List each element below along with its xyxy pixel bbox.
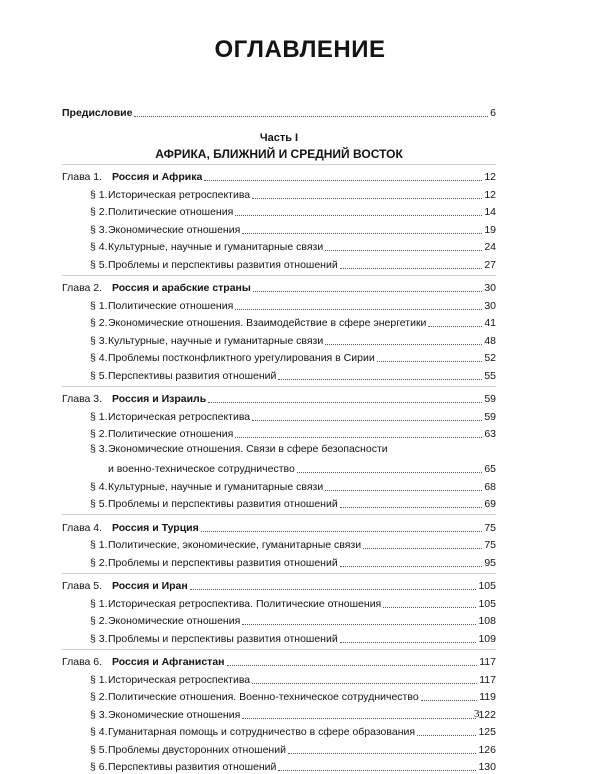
section-number: § 3. (90, 224, 108, 237)
section-page: 41 (484, 317, 496, 330)
dot-leader (340, 642, 477, 643)
section-entry[interactable] (62, 184, 496, 202)
section-entry[interactable] (62, 313, 496, 331)
section-lead (90, 498, 338, 511)
chapter-title: Россия и Афганистан (112, 656, 225, 668)
section-entry[interactable] (62, 757, 496, 774)
section-entry[interactable] (62, 459, 496, 477)
section-page: 69 (484, 498, 496, 511)
section-number: § 5. (90, 744, 108, 757)
section-title: Историческая ретроспектива. Политические отношения (108, 598, 381, 610)
section-page: 65 (484, 463, 496, 476)
section-lead (90, 241, 323, 254)
divider (62, 275, 496, 276)
section-page: 109 (478, 633, 496, 646)
section-page: 105 (478, 598, 496, 611)
section-number: § 4. (90, 352, 108, 365)
section-lead (90, 761, 276, 774)
section-number: § 4. (90, 241, 108, 254)
chapter-page: 59 (484, 393, 496, 406)
chapter-entry[interactable] (62, 652, 496, 670)
section-lead (90, 463, 295, 476)
section-title-continuation: и военно-техническое сотрудничество (108, 463, 295, 475)
section-title: Историческая ретроспектива (108, 189, 250, 201)
chapter-lead (62, 656, 225, 669)
section-lead (90, 557, 338, 570)
divider (62, 573, 496, 574)
section-page: 59 (484, 411, 496, 424)
section-page: 12 (484, 189, 496, 202)
section-title: Проблемы и перспективы развития отношений (108, 557, 338, 569)
section-lead (90, 224, 240, 237)
section-page: 19 (484, 224, 496, 237)
part-number: Часть I (62, 132, 496, 144)
dot-leader (134, 116, 488, 117)
section-title: Проблемы и перспективы развития отношений (108, 633, 338, 645)
chapter-lead (62, 393, 206, 406)
chapter-title: Россия и арабские страны (112, 282, 251, 294)
section-number: § 3. (90, 335, 108, 348)
section-title: Политические отношения (108, 206, 233, 218)
section-page: 27 (484, 259, 496, 272)
dot-leader (235, 215, 482, 216)
section-title: Экономические отношения (108, 615, 240, 627)
divider (62, 514, 496, 515)
section-title: Проблемы двусторонних отношений (108, 744, 286, 756)
divider (62, 649, 496, 650)
page-number: 3 (474, 708, 480, 720)
section-page: 52 (484, 352, 496, 365)
section-lead (90, 300, 233, 313)
section-entry[interactable] (62, 476, 496, 494)
section-number: § 1. (90, 598, 108, 611)
section-title: Культурные, научные и гуманитарные связи (108, 241, 323, 253)
section-page: 30 (484, 300, 496, 313)
section-lead (90, 674, 250, 687)
section-page: 122 (478, 709, 496, 722)
divider (62, 164, 496, 165)
section-number: § 2. (90, 615, 108, 628)
chapter-number: Глава 6. (62, 656, 112, 669)
dot-leader (235, 309, 482, 310)
dot-leader (377, 361, 483, 362)
section-number: § 1. (90, 189, 108, 202)
section-number: § 3. (90, 709, 108, 722)
section-page: 48 (484, 335, 496, 348)
dot-leader (227, 665, 478, 666)
chapter-number: Глава 1. (62, 171, 112, 184)
section-entry[interactable] (62, 669, 496, 687)
section-number: § 1. (90, 674, 108, 687)
section-title: Проблемы постконфликтного урегулирования в Сирии (108, 352, 375, 364)
preface-page: 6 (490, 107, 496, 120)
section-lead (90, 633, 338, 646)
dot-leader (242, 718, 476, 719)
section-page: 55 (484, 370, 496, 383)
section-entry[interactable] (62, 424, 496, 442)
preface-label: Предисловие (62, 107, 132, 120)
section-number: § 3. (90, 633, 108, 646)
section-lead (90, 428, 233, 441)
section-entry[interactable] (62, 254, 496, 272)
dot-leader (417, 735, 476, 736)
section-entry[interactable] (62, 593, 496, 611)
section-page: 68 (484, 481, 496, 494)
section-page: 126 (478, 744, 496, 757)
dot-leader (340, 268, 483, 269)
chapter-title: Россия и Турция (112, 522, 199, 534)
page-title: ОГЛАВЛЕНИЕ (0, 36, 600, 64)
section-title: Историческая ретроспектива (108, 411, 250, 423)
section-page: 130 (478, 761, 496, 774)
section-number: § 2. (90, 691, 108, 704)
chapter-page: 105 (478, 580, 496, 593)
section-entry[interactable] (62, 348, 496, 366)
section-entry[interactable] (62, 687, 496, 705)
section-number: § 1. (90, 539, 108, 552)
section-lead (90, 539, 361, 552)
section-entry[interactable] (62, 219, 496, 237)
preface-entry[interactable] (62, 102, 496, 120)
section-title: Культурные, научные и гуманитарные связи (108, 481, 323, 493)
section-lead (90, 481, 323, 494)
chapter-number: Глава 5. (62, 580, 112, 593)
section-title: Перспективы развития отношений (108, 370, 276, 382)
section-number: § 2. (90, 206, 108, 219)
section-entry[interactable] (62, 628, 496, 646)
section-title: Историческая ретроспектива (108, 674, 250, 686)
section-lead (90, 335, 323, 348)
section-title: Политические, экономические, гуманитарные связи (108, 539, 361, 551)
chapter-lead (62, 580, 188, 593)
chapter-number: Глава 2. (62, 282, 112, 295)
chapter-list (62, 164, 496, 774)
table-of-contents (62, 102, 496, 774)
dot-leader (340, 507, 483, 508)
section-page: 24 (484, 241, 496, 254)
chapter-page: 30 (484, 282, 496, 295)
section-page: 117 (479, 674, 496, 687)
section-title: Политические отношения (108, 428, 233, 440)
dot-leader (421, 700, 478, 701)
section-number: § 2. (90, 428, 108, 441)
section-entry[interactable] (62, 237, 496, 255)
dot-leader (363, 548, 482, 549)
dot-leader (278, 379, 482, 380)
section-number: § 5. (90, 370, 108, 383)
dot-leader (288, 753, 477, 754)
section-title: Экономические отношения (108, 709, 240, 721)
section-title: Гуманитарная помощь и сотрудничество в сфере образования (108, 726, 415, 738)
section-entry[interactable] (62, 704, 496, 722)
chapter-lead (62, 171, 202, 184)
section-number: § 2. (90, 317, 108, 330)
chapter-lead (62, 522, 199, 535)
section-title: Экономические отношения. Связи в сфере безопасности (108, 443, 388, 455)
section-number: § 2. (90, 557, 108, 570)
divider (62, 386, 496, 387)
section-number: § 6. (90, 761, 108, 774)
section-lead (90, 411, 250, 424)
section-entry[interactable] (62, 722, 496, 740)
section-lead (90, 370, 276, 383)
section-entry[interactable] (62, 406, 496, 424)
part-title: АФРИКА, БЛИЖНИЙ И СРЕДНИЙ ВОСТОК (62, 147, 496, 161)
dot-leader (297, 472, 483, 473)
dot-leader (252, 198, 482, 199)
dot-leader (278, 770, 476, 771)
dot-leader (208, 402, 482, 403)
section-entry[interactable] (62, 611, 496, 629)
chapter-number: Глава 4. (62, 522, 112, 535)
dot-leader (252, 683, 477, 684)
dot-leader (235, 437, 482, 438)
dot-leader (190, 589, 477, 590)
dot-leader (383, 607, 476, 608)
section-number: § 4. (90, 726, 108, 739)
section-title: Политические отношения (108, 300, 233, 312)
chapter-entry[interactable] (62, 389, 496, 407)
section-page: 75 (484, 539, 496, 552)
section-page: 95 (484, 557, 496, 570)
section-entry[interactable] (62, 202, 496, 220)
section-entry[interactable] (62, 494, 496, 512)
dot-leader (252, 420, 482, 421)
chapter-number: Глава 3. (62, 393, 112, 406)
dot-leader (242, 624, 476, 625)
section-lead (90, 598, 381, 611)
chapter-title: Россия и Африка (112, 171, 202, 183)
section-title: Проблемы и перспективы развития отношений (108, 259, 338, 271)
section-entry-line (62, 441, 496, 459)
section-entry[interactable] (62, 330, 496, 348)
section-page: 14 (484, 206, 496, 219)
chapter-title: Россия и Израиль (112, 393, 206, 405)
section-lead (90, 206, 233, 219)
dot-leader (325, 250, 482, 251)
dot-leader (201, 531, 483, 532)
section-lead (90, 259, 338, 272)
section-lead (90, 691, 419, 704)
section-page: 119 (479, 691, 496, 704)
section-number: § 1. (90, 411, 108, 424)
chapter-lead (62, 282, 251, 295)
section-number: § 5. (90, 259, 108, 272)
chapter-entry[interactable] (62, 167, 496, 185)
section-number: § 1. (90, 300, 108, 313)
section-page: 108 (478, 615, 496, 628)
section-lead (90, 317, 426, 330)
section-entry[interactable] (62, 365, 496, 383)
section-title: Экономические отношения. Взаимодействие в сфере энергетики (108, 317, 426, 329)
dot-leader (204, 180, 482, 181)
chapter-page: 75 (484, 522, 496, 535)
section-number: § 4. (90, 481, 108, 494)
section-entry[interactable] (62, 552, 496, 570)
dot-leader (253, 291, 482, 292)
dot-leader (428, 326, 482, 327)
section-title: Политические отношения. Военно-техническое сотрудничество (108, 691, 419, 703)
chapter-page: 117 (479, 656, 496, 669)
chapter-page: 12 (484, 171, 496, 184)
section-number: § 5. (90, 498, 108, 511)
dot-leader (325, 490, 482, 491)
section-number: § 3. (90, 441, 108, 459)
section-title: Проблемы и перспективы развития отношений (108, 498, 338, 510)
dot-leader (325, 344, 482, 345)
section-title: Перспективы развития отношений (108, 761, 276, 773)
section-entry[interactable] (62, 295, 496, 313)
section-lead (90, 352, 375, 365)
chapter-entry[interactable] (62, 576, 496, 594)
section-lead (90, 744, 286, 757)
dot-leader (242, 233, 482, 234)
chapter-title: Россия и Иран (112, 580, 188, 592)
chapter-entry[interactable] (62, 278, 496, 296)
chapter-entry[interactable] (62, 517, 496, 535)
section-title: Экономические отношения (108, 224, 240, 236)
section-title: Культурные, научные и гуманитарные связи (108, 335, 323, 347)
section-lead (90, 189, 250, 202)
dot-leader (340, 566, 483, 567)
section-page: 63 (484, 428, 496, 441)
section-entry[interactable] (62, 535, 496, 553)
section-lead (90, 615, 240, 628)
section-lead (90, 709, 240, 722)
section-page: 125 (478, 726, 496, 739)
section-entry[interactable] (62, 739, 496, 757)
section-lead (90, 726, 415, 739)
